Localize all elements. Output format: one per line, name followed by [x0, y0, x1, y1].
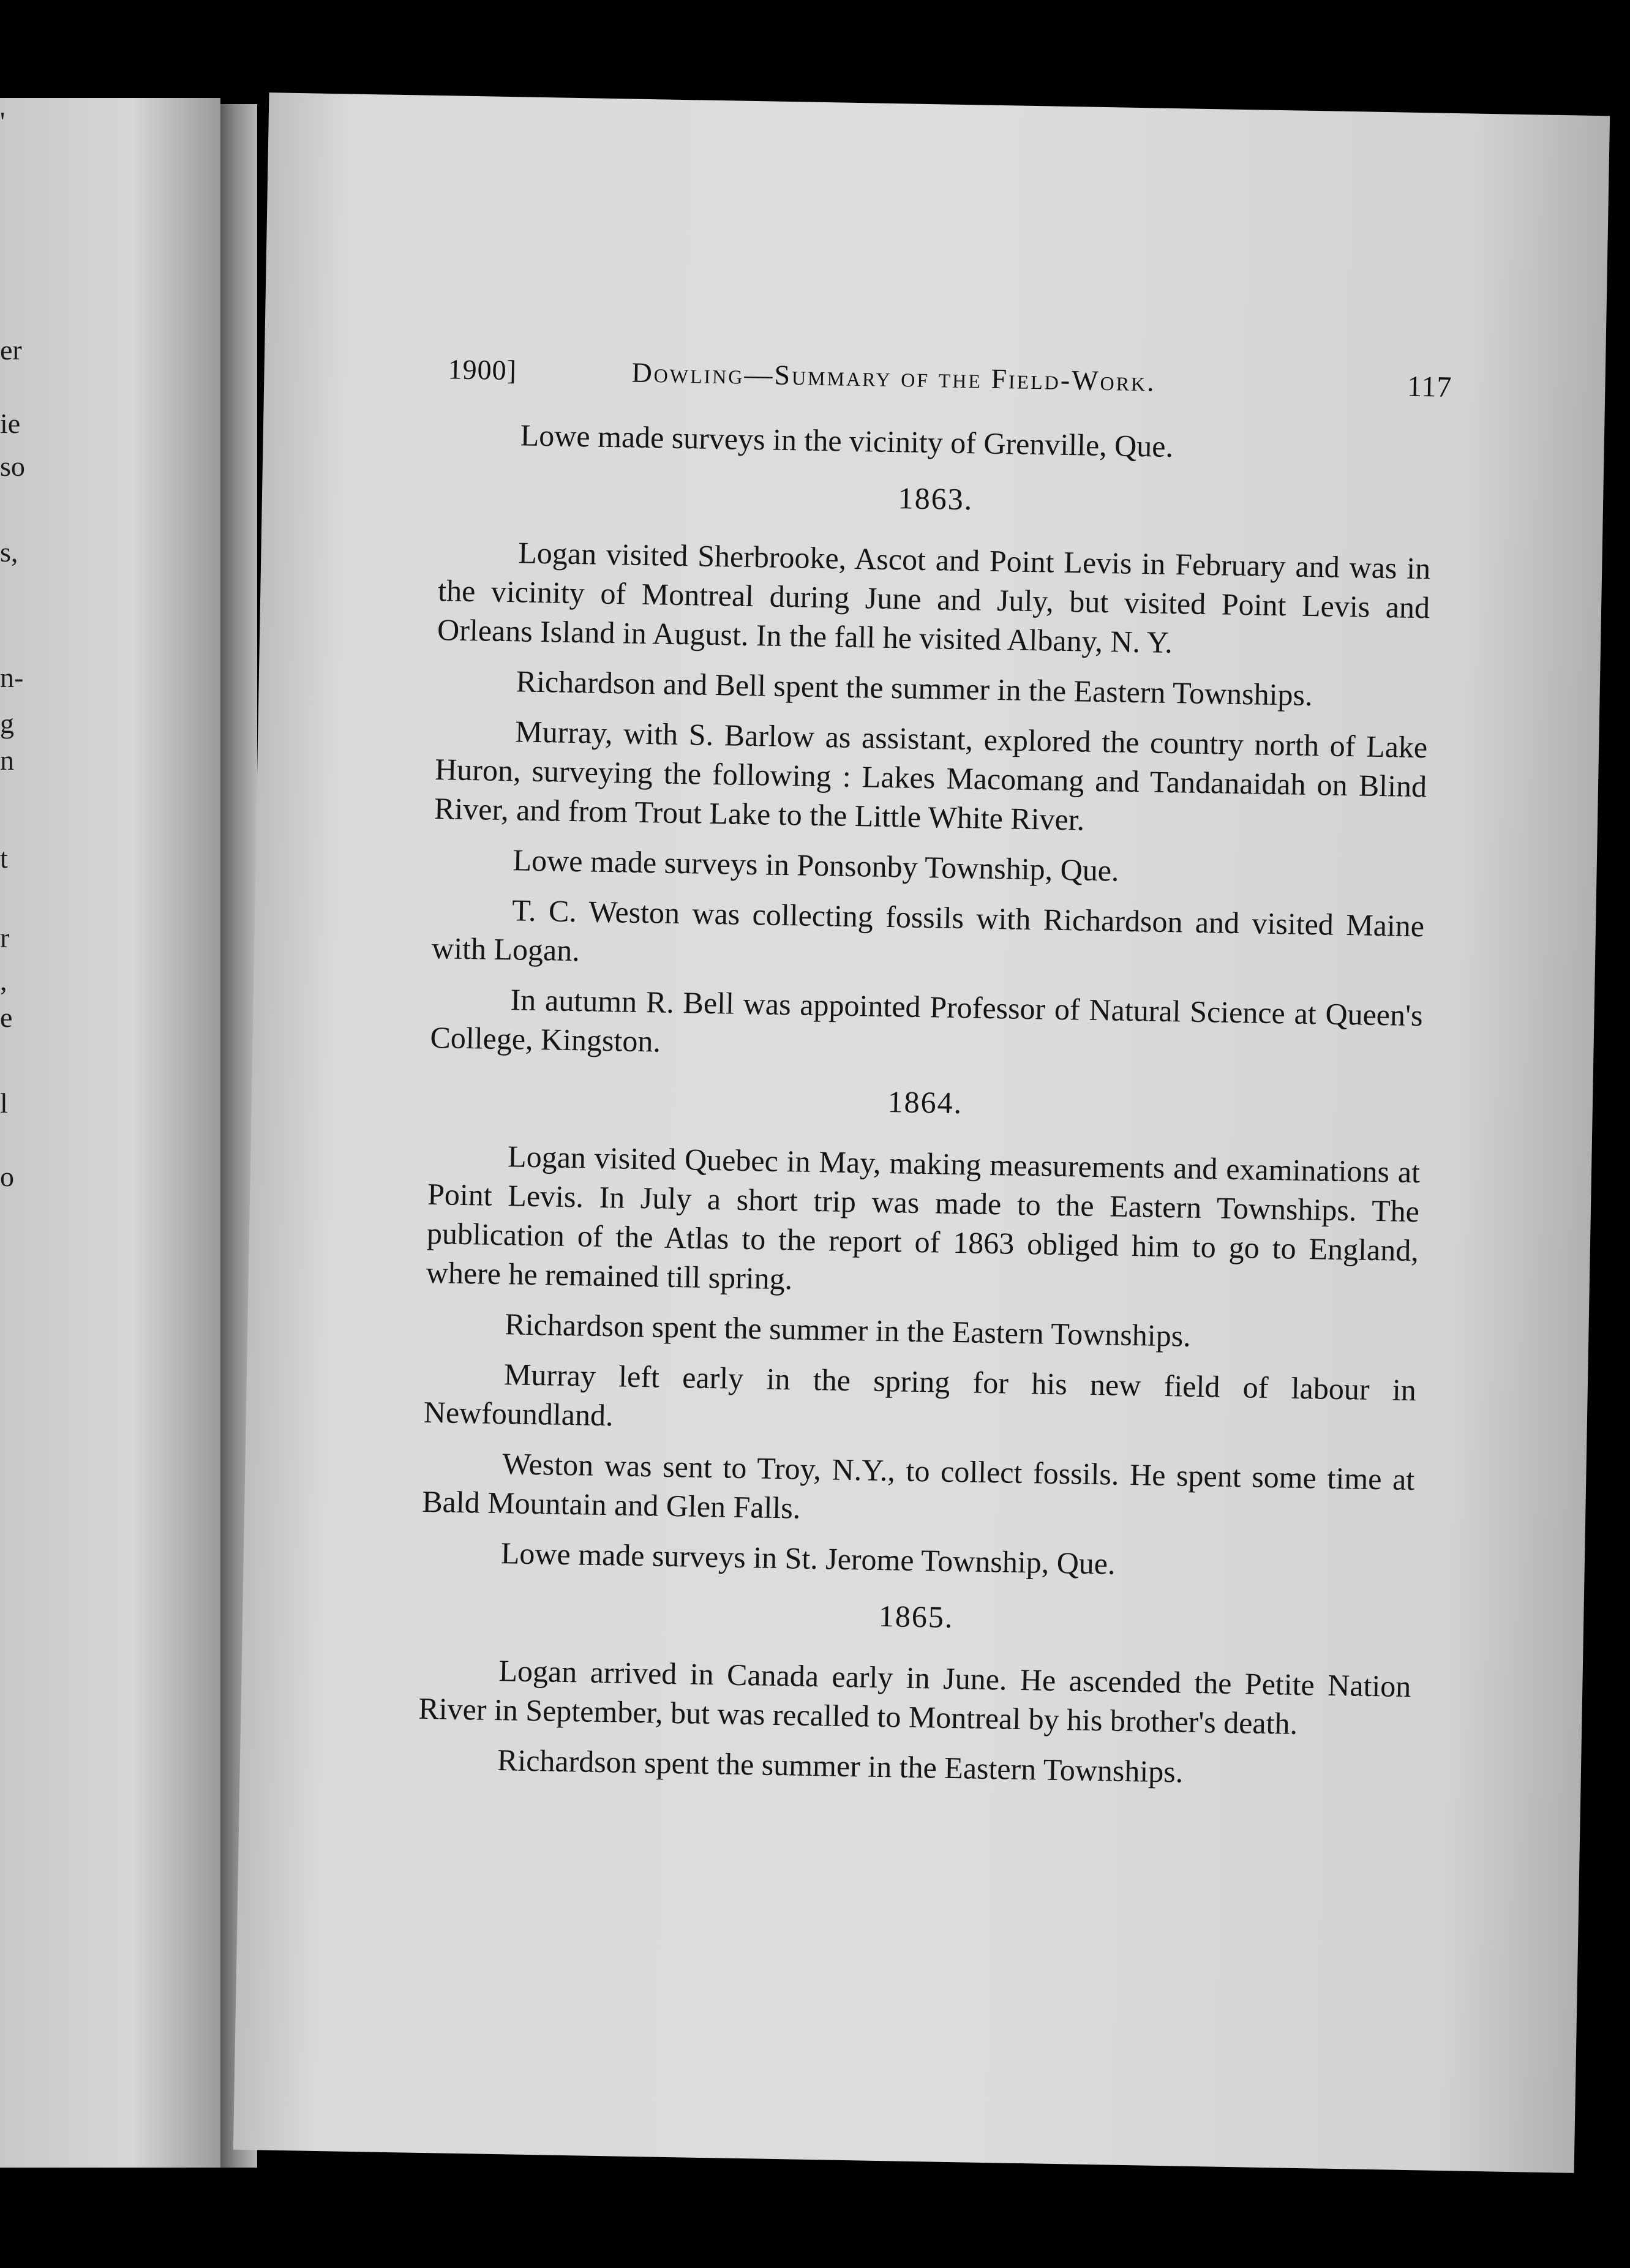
- paragraph: Logan visited Quebec in May, making measurements and examinations at Point Levis. In July a short trip was made to the Eastern Townships. The publication of the Atlas to the report of 1863 obliged him to go to England, where he remained till spring.: [426, 1139, 1421, 1296]
- left-fragment: ': [0, 106, 6, 137]
- paragraph: Murray left early in the spring for his new field of labour in Newfoundland.: [423, 1357, 1417, 1433]
- paragraph: Logan arrived in Canada early in June. He ascended the Petite Nation River in September, but was recalled to Montreal by his brother's death.: [418, 1653, 1411, 1741]
- running-header: [448, 353, 1452, 404]
- paragraph: Richardson spent the summer in the Eastern Townships.: [497, 1743, 1184, 1789]
- paragraph: Logan visited Sherbrooke, Ascot and Point Levis in February and was in the vicinity of Montreal during June and July, but visited Point Levis and Orleans Island in August. In the fall he visited Albany, N. Y.: [437, 535, 1431, 660]
- left-fragment: t: [0, 843, 8, 874]
- left-fragment: er: [0, 334, 22, 366]
- left-fragment: so: [0, 451, 25, 482]
- left-fragment: r: [0, 922, 10, 953]
- paragraph: Richardson spent the summer in the Eastern Townships.: [504, 1307, 1192, 1353]
- left-fragment: n-: [0, 662, 24, 693]
- paragraph: Weston was sent to Troy, N.Y., to collect fossils. He spent some time at Bald Mountain and Glen Falls.: [421, 1446, 1415, 1525]
- year-heading: 1864.: [887, 1084, 963, 1121]
- left-fragment: ,: [0, 965, 7, 996]
- paragraph: Lowe made surveys in Ponsonby Township, Que.: [513, 843, 1119, 888]
- left-fragment: ie: [0, 408, 21, 439]
- page-number: 117: [1407, 370, 1452, 404]
- paragraph: Murray, with S. Barlow as assistant, explored the country north of Lake Huron, surveying the following : Lakes Macomang and Tandanaidah on Blind River, and from Trout Lake to the Little White River.: [434, 714, 1428, 837]
- left-fragment: s,: [0, 536, 18, 568]
- paragraph: In autumn R. Bell was appointed Professor of Natural Science at Queen's College, Kingston.: [430, 982, 1423, 1059]
- paragraph: T. C. Weston was collecting fossils with Richardson and visited Maine with Logan.: [431, 893, 1425, 968]
- paragraph: Richardson and Bell spent the summer in the Eastern Townships.: [516, 664, 1313, 713]
- left-fragment: n: [0, 745, 14, 776]
- year-heading: 1865.: [878, 1598, 954, 1635]
- body-text: [417, 414, 1433, 1806]
- left-fragment: e: [0, 1002, 13, 1033]
- left-page-edge: [0, 98, 220, 2168]
- book-page: [233, 92, 1610, 2173]
- left-fragment: g: [0, 708, 14, 739]
- left-fragment: o: [0, 1161, 14, 1192]
- paragraph: Lowe made surveys in the vicinity of Grenville, Que.: [520, 418, 1174, 464]
- year-heading: 1863.: [898, 481, 974, 517]
- header-year: 1900]: [448, 353, 517, 386]
- paragraph: Lowe made surveys in St. Jerome Township, Que.: [500, 1536, 1116, 1581]
- header-title: Dowling—Summary of the Field-Work.: [631, 356, 1157, 397]
- left-fragment: l: [0, 1087, 8, 1119]
